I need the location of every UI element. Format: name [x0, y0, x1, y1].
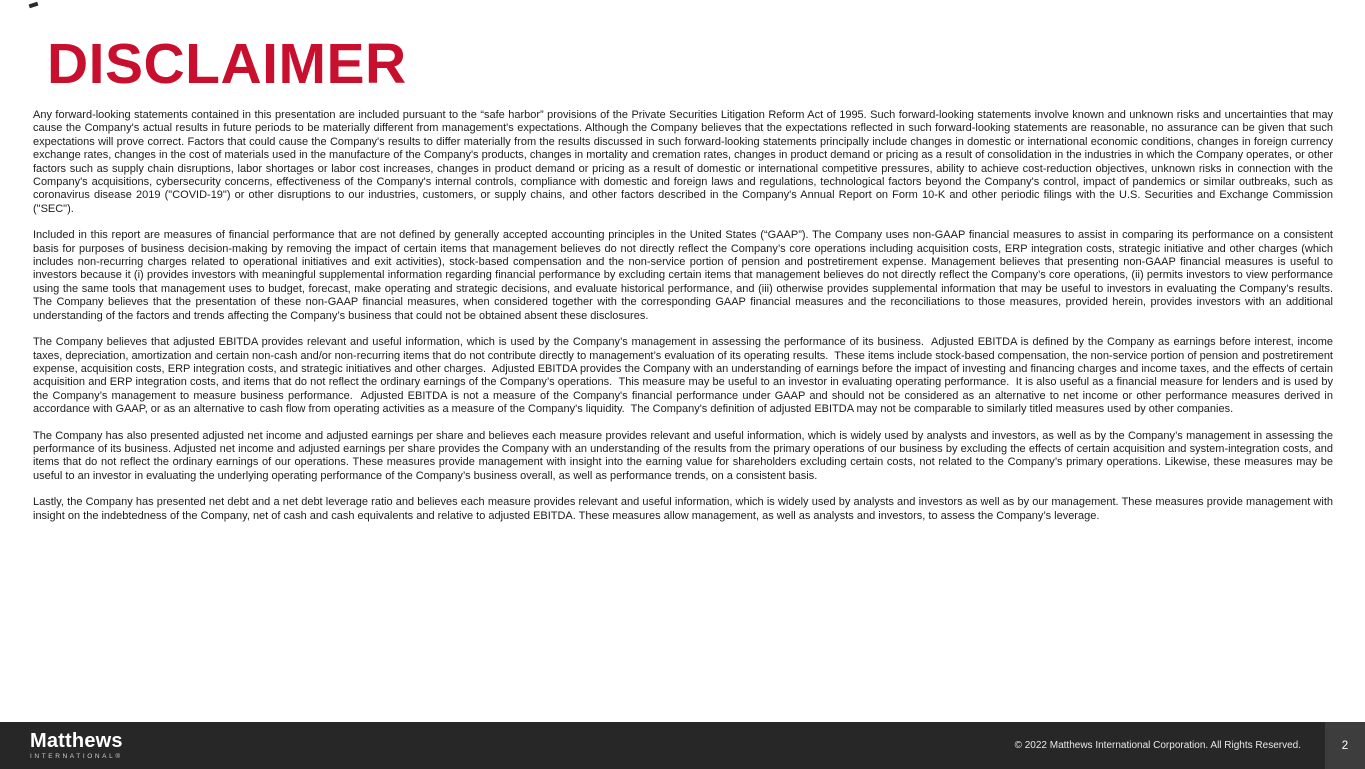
corner-mark: [29, 2, 39, 9]
disclaimer-paragraph-non-gaap: Included in this report are measures of financial performance that are not defined by generally accepted accounting principles in the United States (“GAAP”). The Company uses non-GAAP financial measures to assist in comparing its performance on a consistent basis for purposes of business decision-making by removing the impact of certain items that management believes do not directly reflect the Company’s core operations including acquisition costs, ERP integration costs, strategic initiative and other charges (which includes non-recurring charges related to operational initiatives and exit activities), stock-based compensation and the non-service portion of pension and postretirement expense. Management believes that presenting non-GAAP financial measures is useful to investors because it (i) provides investors with meaningful supplemental information regarding financial performance by excluding certain items that management believes do not directly reflect the Company’s core operations, (ii) permits investors to view performance using the same tools that management uses to budget, forecast, make operating and strategic decisions, and evaluate historical performance, and (iii) otherwise provides supplemental information that may be useful to investors in evaluating the Company’s results. The Company believes that the presentation of these non-GAAP financial measures, when considered together with the corresponding GAAP financial measures and the reconciliations to those measures, provided herein, provides investors with an additional understanding of the factors and trends affecting the Company’s business that could not be obtained absent these disclosures.: [33, 229, 1333, 322]
page-number: 2: [1325, 722, 1365, 769]
disclaimer-paragraph-adjusted-net-income: The Company has also presented adjusted net income and adjusted earnings per share and believes each measure provides relevant and useful information, which is widely used by analysts and investors, as well as by the Company’s management in assessing the performance of its business. Adjusted net income and adjusted earnings per share provides the Company with an understanding of the results from the primary operations of our business by excluding the effects of certain acquisition and system-integration costs, and items that do not reflect the ordinary earnings of our operations. These measures provide management with insight into the earning value for shareholders excluding certain costs, not related to the Company’s primary operations. Likewise, these measures may be useful to an investor in evaluating the underlying operating performance of the Company’s business overall, as well as performance trends, on a consistent basis.: [33, 429, 1333, 482]
footer-bar: [0, 722, 1365, 769]
matthews-logo: [30, 731, 123, 761]
page-title: DISCLAIMER: [47, 32, 407, 96]
disclaimer-paragraph-adjusted-ebitda: The Company believes that adjusted EBITDA provides relevant and useful information, which is used by the Company’s management in assessing the performance of its business. Adjusted EBITDA is defined by the Company as earnings before interest, income taxes, depreciation, amortization and certain non-cash and/or non-recurring items that do not contribute directly to management’s evaluation of its operating results. These items include stock-based compensation, the non-service portion of pension and postretirement expense, acquisition costs, ERP integration costs, and strategic initiatives and other charges. Adjusted EBITDA provides the Company with an understanding of earnings before the impact of investing and financing charges and income taxes, and the effects of certain acquisition and ERP integration costs, and items that do not reflect the ordinary earnings of the Company’s operations. This measure may be useful to an investor in evaluating operating performance. It is also useful as a financial measure for lenders and is used by the Company’s management to measure business performance. Adjusted EBITDA is not a measure of the Company's financial performance under GAAP and should not be considered as an alternative to net income or other performance measures derived in accordance with GAAP, or as an alternative to cash flow from operating activities as a measure of the Company's liquidity. The Company's definition of adjusted EBITDA may not be comparable to similarly titled measures used by other companies.: [33, 336, 1333, 416]
disclaimer-paragraph-net-debt: Lastly, the Company has presented net debt and a net debt leverage ratio and believes each measure provides relevant and useful information, which is widely used by analysts and investors as well as by our management. These measures provide management with insight on the indebtedness of the Company, net of cash and cash equivalents and relative to adjusted EBITDA. These measures allow management, as well as analysts and investors, to assess the Company’s leverage.: [33, 496, 1333, 522]
logo-wordmark: Matthews: [30, 729, 123, 752]
disclaimer-paragraph-forward-looking: Any forward-looking statements contained in this presentation are included pursuant to the “safe harbor” provisions of the Private Securities Litigation Reform Act of 1995. Such forward-looking statements involve known and unknown risks and uncertainties that may cause the Company's actual results in future periods to be materially different from management's expectations. Although the Company believes that the expectations reflected in such forward-looking statements are reasonable, no assurance can be given that such expectations will prove correct. Factors that could cause the Company's results to differ materially from the results discussed in such forward-looking statements principally include changes in domestic or international economic conditions, changes in foreign currency exchange rates, changes in the cost of materials used in the manufacture of the Company's products, changes in mortality and cremation rates, changes in product demand or pricing as a result of consolidation in the industries in which the Company operates, or other factors such as supply chain disruptions, labor shortages or labor cost increases, changes in product demand or pricing as a result of domestic or international competitive pressures, ability to achieve cost-reduction objectives, unknown risks in connection with the Company's acquisitions, cybersecurity concerns, effectiveness of the Company's internal controls, compliance with domestic and foreign laws and regulations, technological factors beyond the Company's control, impact of pandemics or similar outbreaks, such as coronavirus disease 2019 ("COVID-19") or other disruptions to our industries, customers, or supply chains, and other factors described in the Company's Annual Report on Form 10-K and other periodic filings with the U.S. Securities and Exchange Commission ("SEC").: [33, 109, 1333, 215]
logo-subtext: INTERNATIONAL®: [30, 752, 123, 760]
disclaimer-body: [0, 109, 1365, 523]
copyright-text: © 2022 Matthews International Corporation. All Rights Reserved.: [1014, 740, 1301, 751]
